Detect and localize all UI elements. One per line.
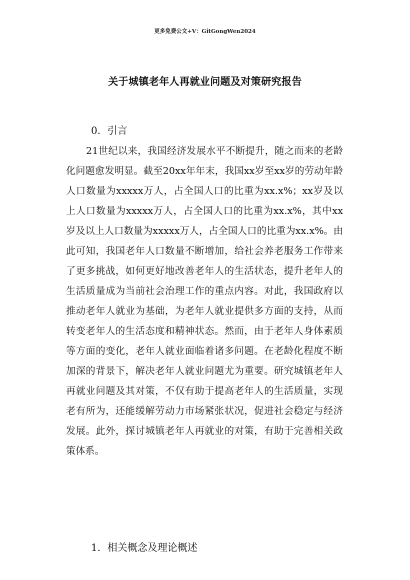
document-body	[66, 142, 343, 462]
paragraph-intro: 21世纪以来，我国经济发展水平不断提升，随之而来的老龄化问题愈发明显。截至20xx年年末，我国xx岁至xx岁的劳动年龄人口数量为xxxxx万人，占全国人口的比重为xx.x%；xx岁及以上人口数量为xxxxx万人，占全国人口的比重为xx.x%，其中xx岁及以上人口数量为xxxxx万人，占全国人口的比重为xx.x%。由此可知，我国老年人口数量不断增加，给社会养老服务工作带来了更多挑战，如何更好地改善老年人的生活状态，提升老年人的生活质量成为当前社会治理工作的重点内容。对此，我国政府以推动老年人就业为基础，为老年人就业提供多方面的支持，从而转变老年人的生活态度和精神状态。然而，由于老年人身体素质等方面的变化，老年人就业面临着诸多问题。在老龄化程度不断加深的背景下，解决老年人就业问题尤为重要。研究城镇老年人再就业问题及其对策，不仅有助于提高老年人的生活质量，实现老有所为，还能缓解劳动力市场紧张状况，促进社会稳定与经济发展。此外，探讨城镇老年人再就业的对策，有助于完善相关政策体系。	[66, 146, 343, 457]
header-note: 更多免费公文+V：GitGongWen2024	[154, 29, 256, 35]
section-heading-intro: 0．引言	[91, 126, 128, 137]
document-title: 关于城镇老年人再就业问题及对策研究报告	[108, 77, 302, 88]
section-heading-concepts: 1．相关概念及理论概述	[91, 543, 198, 554]
